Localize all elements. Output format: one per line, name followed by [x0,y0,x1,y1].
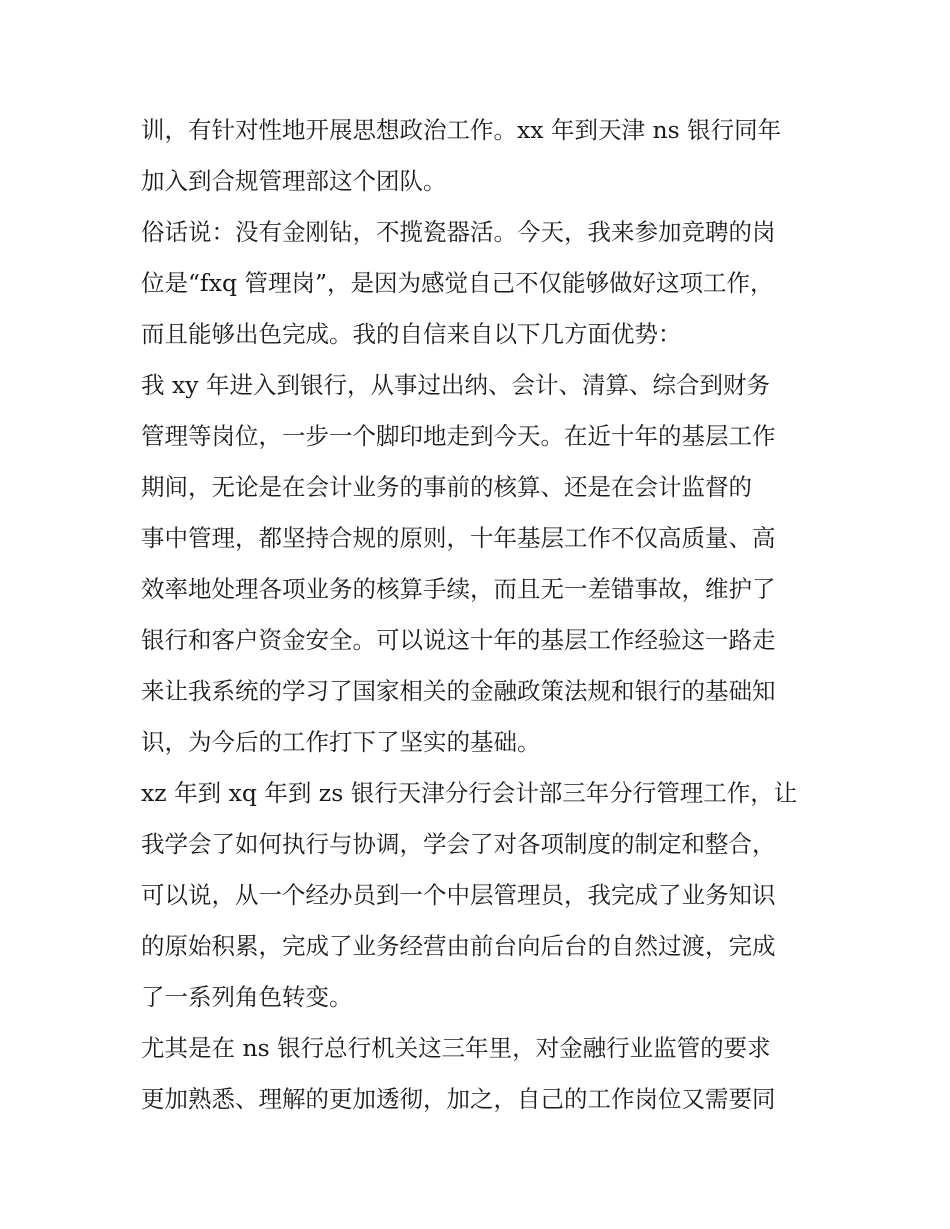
text-line: 更加熟悉、理解的更加透彻，加之，自己的工作岗位又需要同 [141,1085,776,1113]
text-line: xz 年到 xq 年到 zs 银行天津分行会计部三年分行管理工作，让 [141,779,798,807]
text-line: 训，有针对性地开展思想政治工作。xx 年到天津 ns 银行同年 [141,116,782,144]
text-line: 的原始积累，完成了业务经营由前台向后台的自然过渡，完成 [141,932,776,960]
text-line: 位是“fxq 管理岗”，是因为感觉自己不仅能够做好这项工作， [141,269,774,297]
text-line: 我 xy 年进入到银行，从事过出纳、会计、清算、综合到财务 [141,371,770,399]
text-line: 加入到合规管理部这个团队。 [141,167,447,195]
text-line: 银行和客户资金安全。可以说这十年的基层工作经验这一路走 [141,626,776,654]
text-line: 来让我系统的学习了国家相关的金融政策法规和银行的基础知 [141,677,776,705]
text-line: 管理等岗位，一步一个脚印地走到今天。在近十年的基层工作 [141,422,776,450]
text-line: 事中管理，都坚持合规的原则，十年基层工作不仅高质量、高 [141,524,776,552]
text-line: 我学会了如何执行与协调，学会了对各项制度的制定和整合， [141,830,776,858]
text-line: 识，为今后的工作打下了坚实的基础。 [141,728,541,756]
text-line: 可以说，从一个经办员到一个中层管理员，我完成了业务知识 [141,881,776,909]
text-line: 了一系列角色转变。 [141,983,353,1011]
text-line: 期间，无论是在会计业务的事前的核算、还是在会计监督的 [141,473,752,501]
text-line: 而且能够出色完成。我的自信来自以下几方面优势： [141,320,682,348]
text-line: 尤其是在 ns 银行总行机关这三年里，对金融行业监管的要求 [141,1034,771,1062]
text-line: 效率地处理各项业务的核算手续，而且无一差错事故，维护了 [141,575,776,603]
text-line: 俗话说：没有金刚钻，不揽瓷器活。今天，我来参加竞聘的岗 [141,218,776,246]
